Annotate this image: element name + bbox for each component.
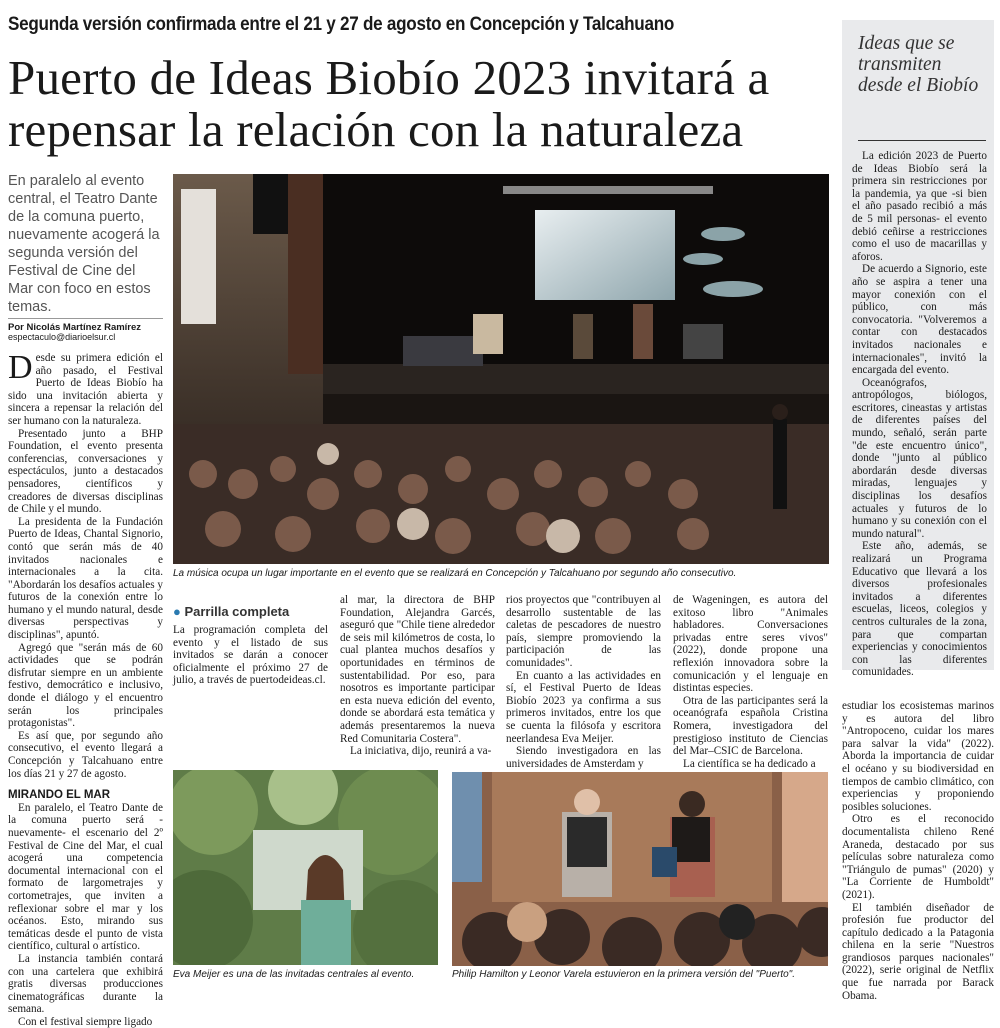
headline-line-1: Puerto de Ideas Biobío 2023 invitará a (8, 50, 770, 105)
col1-p4: Agregó que "serán más de 60 actividades que se podrán disfrutar siempre en un ambiente festivo, democrático e inclusivo, donde el diálogo y el encuentro serán los principales protagonistas". (8, 641, 163, 730)
concert-photo (173, 174, 829, 564)
col5-p2: Otra de las participantes será la oceanógrafa española Cristina Romera, investigadora del prestigioso instituto de Ciencias del Mar–CSIC de Barcelona. (673, 694, 828, 758)
dropcap: D (8, 349, 33, 386)
eva-meijer-illustration (173, 770, 438, 965)
headline (8, 52, 838, 156)
col1-p5: Es así que, por segundo año consecutivo, el evento llegará a Concepción y Talcahuano entre los días 21 y 27 de agosto. (8, 729, 163, 780)
col6-p3: El también diseñador de profesión fue productor del capítulo dedicado a la Patagonia chilena en la serie "Nuestros grandiosos parques nacionales" (2022), serie original de Netflix que fue narrada por Barack Obama. (842, 901, 994, 1002)
col1-p6: En paralelo, el Teatro Dante de la comuna puerto será -nuevamente- el escenario del 2º Festival de Cine del Mar, el cual acogerá una competencia documental internacional con el formato de largometrajes y cortometrajes, que inviten a reflexionar sobre el mar y los océanos. Esto, mirando sus temáticas desde el punto de vista científico, cultural o artístico. (8, 801, 163, 953)
col6-p2: Otro es el reconocido documentalista chileno René Araneda, destacado por sus películas sobre naturaleza como "Triángulo de pumas" (2020) y "La Corriente de Humboldt" (2021). (842, 813, 994, 901)
concert-photo-illustration (173, 174, 829, 564)
caption-eva: Eva Meijer es una de las invitadas centrales al evento. (173, 969, 415, 980)
article-column-6 (842, 700, 994, 1002)
panel-photo (452, 772, 828, 966)
col1-p8: Con el festival siempre ligado (18, 1015, 153, 1028)
col3-p1: al mar, la directora de BHP Foundation, Alejandra Garcés, aseguró que "Chile tiene alrededor de seis mil kilómetros de costa, lo cual plantea muchos desafíos y oportunidades en términos de sustentabilidad. Por eso, para nosotros es importante participar en esta nueva edición del evento, donde se abordará esta temática y además presentaremos la nueva Red Comunitaria Costera". (340, 594, 495, 745)
sidebar-divider (858, 140, 986, 141)
col3-p2: La iniciativa, dijo, reunirá a va- (350, 745, 492, 758)
col1-p1: esde su primera edición el año pasado, el Festival Puerto de Ideas Biobío ha sido una invitación abierta y sincera a repensar la relación del ser humano con la naturaleza. (8, 352, 163, 427)
sidebar-p2: De acuerdo a Signorio, este año se aspira a tener una mayor conexión con el público, con más convocatoria. "Volveremos a contar con destacados invitados nacionales e internacionales", invitó la encargada del evento. (852, 263, 987, 377)
lede: En paralelo al evento central, el Teatro Dante de la comuna puerto, nuevamente acogerá la segunda versión del Festival de Cine del Mar con foco en estos temas. (8, 173, 160, 315)
article-column-5 (673, 594, 828, 770)
byline: Por Nicolás Martínez Ramírez (8, 318, 163, 333)
col5-p3: La científica se ha dedicado a (683, 757, 816, 770)
eva-meijer-photo (173, 770, 438, 965)
parrilla-title: ● Parrilla completa (173, 604, 290, 619)
article-column-1 (8, 349, 163, 1028)
col4-p2: En cuanto a las actividades en sí, el Festival Puerto de Ideas Biobío 2023 ya confirma a sus primeros invitados, entre los que se cuenta la filósofa y escritora neerlandesa Eva Meijer. (506, 669, 661, 745)
panel-photo-illustration (452, 772, 828, 966)
sidebar-title: Ideas que se transmiten desde el Biobío (858, 33, 979, 96)
col5-p1: de Wageningen, es autora del exitoso libro "Animales habladores. Conversaciones privadas entre seres vivos" (2022), donde propone una reflexión innovadora sobre la comunicación y el lenguaje en distintas especies. (673, 594, 828, 695)
col1-p7: La instancia también contará con una cartelera que exhibirá gratis diversas producciones cinematográficas durante la semana. (8, 952, 163, 1016)
col1-p2: Presentado junto a BHP Foundation, el evento presenta conferencias, conversaciones y espectáculos, junto a destacados pensadores, científicos y creadores de diversas disciplinas de Chile y el mundo. (8, 427, 163, 516)
article-column-3 (340, 594, 495, 758)
sidebar-body (852, 150, 987, 679)
headline-line-2: repensar la relación con la naturaleza (8, 102, 744, 157)
col6-p1: estudiar los ecosistemas marinos y es autora del libro "Antropoceno, cuidar los mares para salvar la vida" (2022). Aborda la importancia de cuidar el océano y su biodiversidad en tiempos de cambio climático, con experiencias y proponiendo posibles soluciones. (842, 700, 994, 813)
subhead-mirando-el-mar: MIRANDO EL MAR (8, 789, 111, 802)
article-column-4 (506, 594, 661, 770)
caption-panel: Philip Hamilton y Leonor Varela estuvieron en la primera versión del "Puerto". (452, 969, 796, 980)
parrilla-body: La programación completa del evento y el listado de sus invitados se darán a conocer oficialmente el próximo 27 de julio, a través de puertodeideas.cl. (173, 624, 328, 687)
parrilla-box (173, 604, 328, 687)
sidebar-p3: Oceanógrafos, antropólogos, biólogos, escritores, cineastas y artistas de diferentes países del mundo, señaló, serán parte "de este encuentro único", donde "junto al público abordarán desde diversas miradas, lenguajes y disciplinas los desafíos actuales y futuros de lo humano y su conexión con el mundo natural". (852, 376, 987, 540)
kicker: Segunda versión confirmada entre el 21 y 27 de agosto en Concepción y Talcahuano (8, 14, 675, 35)
col4-p3: Siendo investigadora en las universidades de Amsterdam y (506, 745, 661, 770)
sidebar-p4: Este año, además, se realizará un Programa Educativo que llevará a los diversos profesionales invitados a diferentes escuelas, liceos, colegios y centros culturales de la zona, para que compartan experiencias y conocimientos con las diferentes comunidades. (852, 540, 987, 679)
bullet-icon: ● (173, 604, 185, 619)
author-email[interactable]: espectaculo@diarioelsur.cl (8, 332, 116, 342)
sidebar-p1: La edición 2023 de Puerto de Ideas Biobío será la primera sin restricciones por la pandemia, ya que -si bien el año pasado recibió a más de 5 mil personas- el evento debió ceñirse a restricciones como el uso de macarillas y aforos. (852, 150, 987, 263)
col1-p3: La presidenta de la Fundación Puerto de Ideas, Chantal Signorio, contó que serán más de 40 invitados nacionales e internacionales a la cita. "Abordarán los desafíos actuales y futuros de la conexión entre lo humano y el mundo natural, desde diversas perspectivas y disciplinas", apuntó. (8, 515, 163, 642)
col4-p1: rios proyectos que "contribuyen al desarrollo sustentable de las caletas de pescadores de nuestro país, siempre promoviendo la participación de las comunidades". (506, 594, 661, 669)
caption-concert: La música ocupa un lugar importante en el evento que se realizará en Concepción y Talcahuano por segundo año consecutivo. (173, 568, 737, 579)
